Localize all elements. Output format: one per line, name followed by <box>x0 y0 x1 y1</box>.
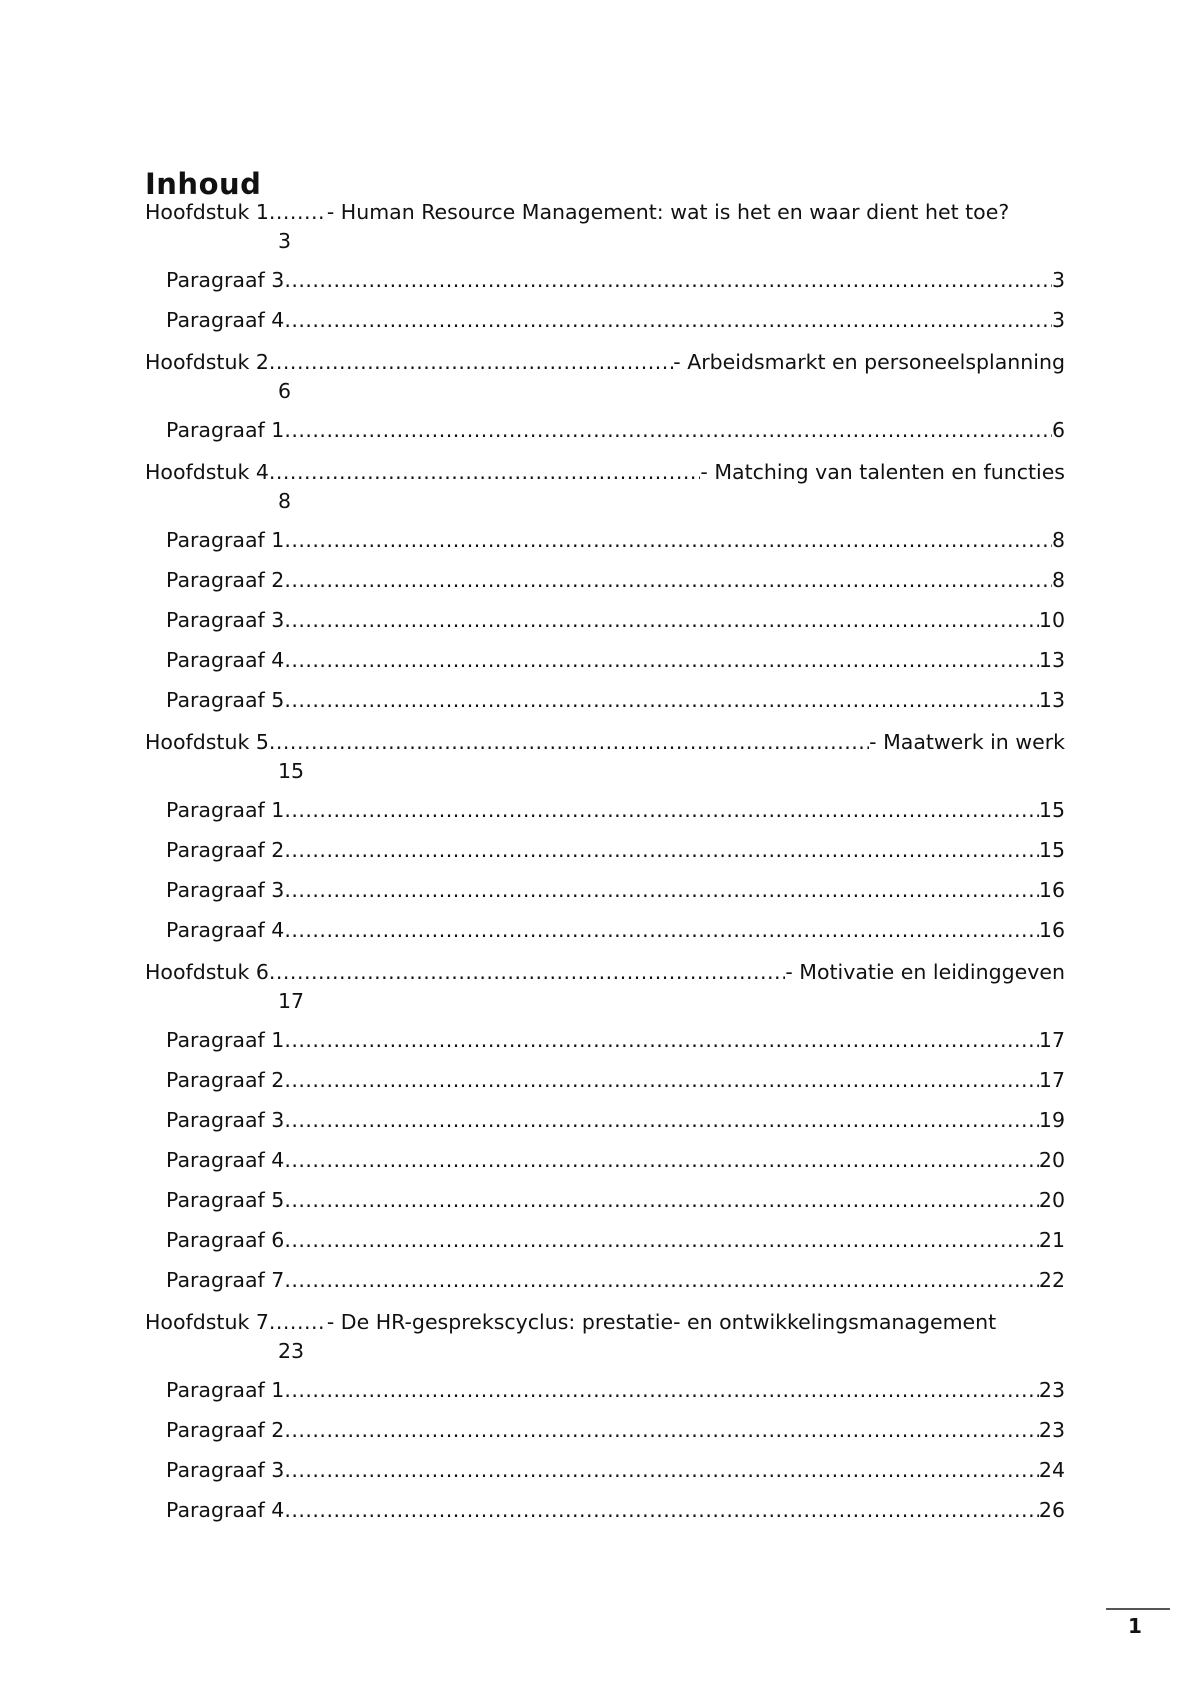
footer-rule <box>1106 1608 1170 1610</box>
chapter-title: - Matching van talenten en functies <box>700 460 1065 484</box>
dot-leader <box>284 528 1052 552</box>
dot-leader <box>284 798 1039 822</box>
chapter-page-number: 17 <box>278 989 305 1013</box>
chapter-title: - Arbeidsmarkt en personeelsplanning <box>673 350 1065 374</box>
section-label: Paragraaf 3 <box>166 608 285 632</box>
section-label: Paragraaf 1 <box>166 798 285 822</box>
dot-leader <box>284 608 1039 632</box>
section-page-number: 8 <box>1051 568 1065 592</box>
dot-leader <box>284 1068 1039 1092</box>
dot-leader <box>269 200 324 224</box>
toc-section-entry[interactable] <box>145 418 1065 458</box>
chapter-title: - Maatwerk in werk <box>869 730 1065 754</box>
section-page-number: 8 <box>1051 528 1065 552</box>
section-label: Paragraaf 1 <box>166 528 285 552</box>
toc-section-entry[interactable] <box>145 568 1065 608</box>
dot-leader <box>284 308 1052 332</box>
section-label: Paragraaf 2 <box>166 1418 285 1442</box>
dot-leader <box>284 1148 1039 1172</box>
section-label: Paragraaf 3 <box>166 1108 285 1132</box>
section-label: Paragraaf 2 <box>166 1068 285 1092</box>
dot-leader <box>284 1228 1039 1252</box>
dot-leader <box>284 838 1039 862</box>
section-label: Paragraaf 1 <box>166 1378 285 1402</box>
toc-chapter-entry[interactable] <box>145 1308 1065 1378</box>
section-page-number: 17 <box>1038 1068 1065 1092</box>
dot-leader <box>269 960 785 984</box>
section-page-number: 23 <box>1038 1418 1065 1442</box>
chapter-title: - Human Resource Management: wat is het en waar dient het toe? <box>326 200 1010 224</box>
section-page-number: 15 <box>1038 798 1065 822</box>
chapter-page-number: 6 <box>278 379 292 403</box>
dot-leader <box>284 1188 1039 1212</box>
section-label: Paragraaf 4 <box>166 918 285 942</box>
toc-section-entry[interactable] <box>145 648 1065 688</box>
section-page-number: 19 <box>1038 1108 1065 1132</box>
toc-section-entry[interactable] <box>145 1378 1065 1418</box>
section-label: Paragraaf 4 <box>166 648 285 672</box>
section-label: Paragraaf 2 <box>166 838 285 862</box>
toc-section-entry[interactable] <box>145 528 1065 568</box>
toc-chapter-entry[interactable] <box>145 958 1065 1028</box>
chapter-page-number: 8 <box>278 489 292 513</box>
toc-section-entry[interactable] <box>145 1268 1065 1308</box>
dot-leader <box>284 418 1052 442</box>
toc-chapter-entry[interactable] <box>145 198 1065 268</box>
dot-leader <box>284 1108 1039 1132</box>
section-label: Paragraaf 1 <box>166 418 285 442</box>
dot-leader <box>269 350 673 374</box>
section-page-number: 20 <box>1038 1148 1065 1172</box>
section-page-number: 21 <box>1038 1228 1065 1252</box>
toc-chapter-entry[interactable] <box>145 458 1065 528</box>
toc-section-entry[interactable] <box>145 878 1065 918</box>
chapter-label: Hoofdstuk 2 <box>145 350 269 374</box>
chapter-page-number: 23 <box>278 1339 305 1363</box>
toc-section-entry[interactable] <box>145 1458 1065 1498</box>
section-page-number: 10 <box>1038 608 1065 632</box>
section-label: Paragraaf 5 <box>166 1188 285 1212</box>
section-page-number: 3 <box>1051 268 1065 292</box>
dot-leader <box>284 1498 1039 1522</box>
section-label: Paragraaf 3 <box>166 268 285 292</box>
chapter-label: Hoofdstuk 5 <box>145 730 269 754</box>
section-page-number: 16 <box>1038 918 1065 942</box>
dot-leader <box>284 1268 1039 1292</box>
section-label: Paragraaf 4 <box>166 1148 285 1172</box>
dot-leader <box>284 918 1039 942</box>
chapter-page-number: 15 <box>278 759 305 783</box>
chapter-label: Hoofdstuk 6 <box>145 960 269 984</box>
section-page-number: 13 <box>1038 688 1065 712</box>
table-of-contents <box>145 198 1065 1538</box>
toc-title: Inhoud <box>145 167 262 201</box>
toc-section-entry[interactable] <box>145 1188 1065 1228</box>
section-page-number: 26 <box>1038 1498 1065 1522</box>
section-page-number: 6 <box>1051 418 1065 442</box>
section-label: Paragraaf 4 <box>166 308 285 332</box>
toc-section-entry[interactable] <box>145 268 1065 308</box>
toc-chapter-entry[interactable] <box>145 728 1065 798</box>
section-page-number: 16 <box>1038 878 1065 902</box>
chapter-page-number: 3 <box>278 229 292 253</box>
toc-section-entry[interactable] <box>145 308 1065 348</box>
section-label: Paragraaf 2 <box>166 568 285 592</box>
toc-section-entry[interactable] <box>145 1228 1065 1268</box>
section-label: Paragraaf 6 <box>166 1228 285 1252</box>
toc-section-entry[interactable] <box>145 1028 1065 1068</box>
dot-leader <box>284 1418 1039 1442</box>
section-label: Paragraaf 1 <box>166 1028 285 1052</box>
dot-leader <box>284 568 1052 592</box>
section-page-number: 22 <box>1038 1268 1065 1292</box>
toc-chapter-entry[interactable] <box>145 348 1065 418</box>
section-page-number: 13 <box>1038 648 1065 672</box>
section-label: Paragraaf 7 <box>166 1268 285 1292</box>
dot-leader <box>269 730 869 754</box>
toc-section-entry[interactable] <box>145 918 1065 958</box>
dot-leader <box>284 648 1039 672</box>
toc-section-entry[interactable] <box>145 838 1065 878</box>
page-number: 1 <box>1128 1614 1142 1638</box>
chapter-title: - Motivatie en leidinggeven <box>785 960 1065 984</box>
toc-section-entry[interactable] <box>145 688 1065 728</box>
section-label: Paragraaf 3 <box>166 1458 285 1482</box>
dot-leader <box>284 1458 1039 1482</box>
section-page-number: 23 <box>1038 1378 1065 1402</box>
section-page-number: 17 <box>1038 1028 1065 1052</box>
toc-section-entry[interactable] <box>145 1418 1065 1458</box>
section-label: Paragraaf 4 <box>166 1498 285 1522</box>
section-page-number: 24 <box>1038 1458 1065 1482</box>
chapter-title: - De HR-gesprekscyclus: prestatie- en ontwikkelingsmanagement <box>326 1310 997 1334</box>
dot-leader <box>284 1378 1039 1402</box>
dot-leader <box>284 688 1039 712</box>
chapter-label: Hoofdstuk 7 <box>145 1310 269 1334</box>
section-page-number: 20 <box>1038 1188 1065 1212</box>
toc-section-entry[interactable] <box>145 798 1065 838</box>
dot-leader <box>284 268 1052 292</box>
dot-leader <box>284 1028 1039 1052</box>
section-page-number: 15 <box>1038 838 1065 862</box>
section-label: Paragraaf 3 <box>166 878 285 902</box>
section-page-number: 3 <box>1051 308 1065 332</box>
dot-leader <box>269 1310 324 1334</box>
toc-section-entry[interactable] <box>145 1148 1065 1188</box>
section-label: Paragraaf 5 <box>166 688 285 712</box>
toc-section-entry[interactable] <box>145 1498 1065 1538</box>
toc-section-entry[interactable] <box>145 608 1065 648</box>
toc-section-entry[interactable] <box>145 1068 1065 1108</box>
chapter-label: Hoofdstuk 4 <box>145 460 269 484</box>
toc-section-entry[interactable] <box>145 1108 1065 1148</box>
dot-leader <box>284 878 1039 902</box>
dot-leader <box>269 460 701 484</box>
chapter-label: Hoofdstuk 1 <box>145 200 269 224</box>
